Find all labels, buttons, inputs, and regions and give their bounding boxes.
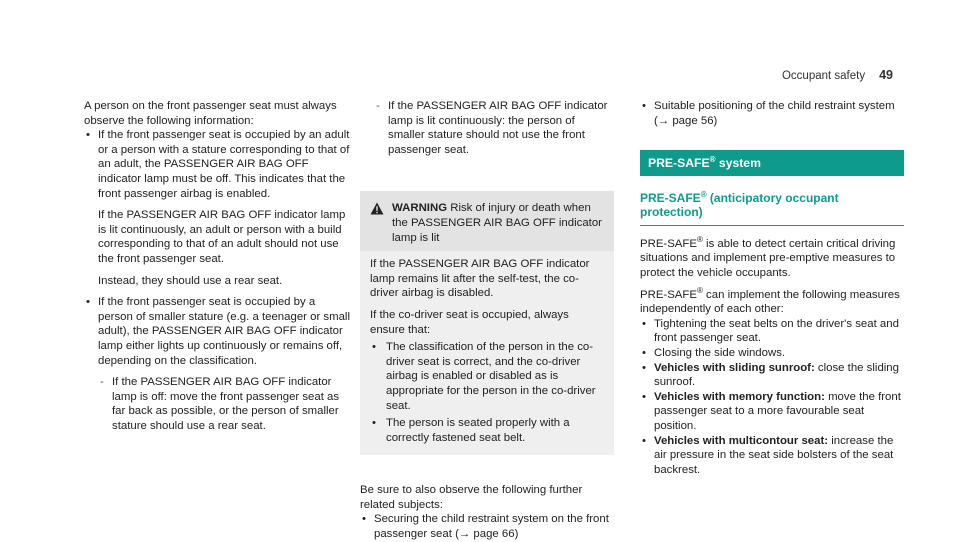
dash-continuation — [360, 99, 614, 157]
running-header — [782, 68, 893, 84]
bullet-smaller-stature: • If the front passenger seat is occupied by a person of smaller stature (e.g. a teenager or small adult), the PASSENGER AIR BAG OFF indicator lamp either lights up continuously or remains off, depending on the classification. - If the PASSENGER AIR BAG OFF indicator lamp is off: move the front passenger seat as far back as possible, or the person of smaller stature should use a rear seat. — [84, 295, 350, 433]
page-number: 49 — [879, 68, 893, 82]
warning-bullet: • The person is seated properly with a correctly fastened seat belt. — [370, 416, 604, 445]
column-right — [640, 99, 904, 477]
pre-safe-description: PRE-SAFE® is able to detect certain critical driving situations and implement pre-emptive measures to protect the vehicle occupants. — [640, 234, 896, 279]
column-middle — [360, 99, 614, 542]
warning-label: WARNING — [392, 202, 448, 215]
section-title: Occupant safety — [781, 70, 866, 82]
measure-item: • Vehicles with memory function: move the front passenger seat to a more favourable seat position. — [640, 390, 904, 434]
measure-item: • Vehicles with multicontour seat: increase the air pressure in the seat side bolsters of the seat backrest. — [640, 434, 904, 478]
dash-item-lamp-off: - If the PASSENGER AIR BAG OFF indicator lamp is off: move the front passenger seat as far back as possible, or the person of smaller stature should use a rear seat. — [98, 375, 350, 433]
warning-title: Risk of injury or death when the PASSENGER AIR BAG OFF indicator lamp is lit — [392, 202, 602, 244]
measure-item: • Tightening the seat belts on the driver's seat and front passenger seat. — [640, 317, 904, 346]
warning-box — [360, 191, 614, 455]
warning-bullet: • The classification of the person in the co-driver seat is correct, and the co-driver airbag is enabled or disabled as is appropriate for the person in the co-driver seat. — [370, 340, 604, 413]
pre-safe-measures-intro: PRE-SAFE® can implement the following measures independently of each other: — [640, 285, 900, 316]
warning-body: If the PASSENGER AIR BAG OFF indicator lamp remains lit after the self-test, the co-driver airbag is disabled. If the co-driver seat is occupied, always ensure that: • The classification of the person in the co-driver seat is correct, and the co-driver airbag is enabled or disabled as is appropriate for the person in the co-driver seat. • The person is seated properly with a correctly fastened seat belt. — [360, 251, 614, 455]
subheading-anticipatory-protection: PRE-SAFE® (anticipatory occupant protection) — [640, 191, 904, 226]
bullet-adult: • If the front passenger seat is occupied by an adult or a person with a stature corresponding to that of an adult, the PASSENGER AIR BAG OFF indicator lamp must be off. This indicates that the front passenger airbag is enabled. If the PASSENGER AIR BAG OFF indicator lamp is lit continuously, an adult or person with a build corresponding to that of an adult should not use the front passenger seat. Instead, they should use a rear seat. — [84, 128, 350, 288]
measure-item: • Vehicles with sliding sunroof: close the sliding sunroof. — [640, 361, 904, 390]
related-intro: Be sure to also observe the following further related subjects: — [360, 484, 583, 511]
warning-triangle-icon — [370, 201, 392, 245]
measure-item: • Closing the side windows. — [640, 346, 904, 361]
related-item: • Securing the child restraint system on the front passenger seat (→ page 66) — [360, 512, 614, 541]
column-left — [84, 99, 350, 433]
warning-header — [360, 191, 614, 251]
bullet-child-restraint: • Suitable positioning of the child restraint system (→ page 56) — [640, 99, 904, 128]
section-heading-pre-safe: PRE-SAFE® system — [640, 150, 904, 176]
intro-text: A person on the front passenger seat must always observe the following information: — [84, 100, 337, 127]
page-link-66[interactable]: (→ page 66) — [455, 528, 519, 541]
page-link-56[interactable]: (→ page 56) — [654, 114, 718, 127]
dash-item-lamp-lit: - If the PASSENGER AIR BAG OFF indicator lamp is lit continuously: the person of smaller stature should not use the front passenger seat. — [374, 99, 614, 157]
